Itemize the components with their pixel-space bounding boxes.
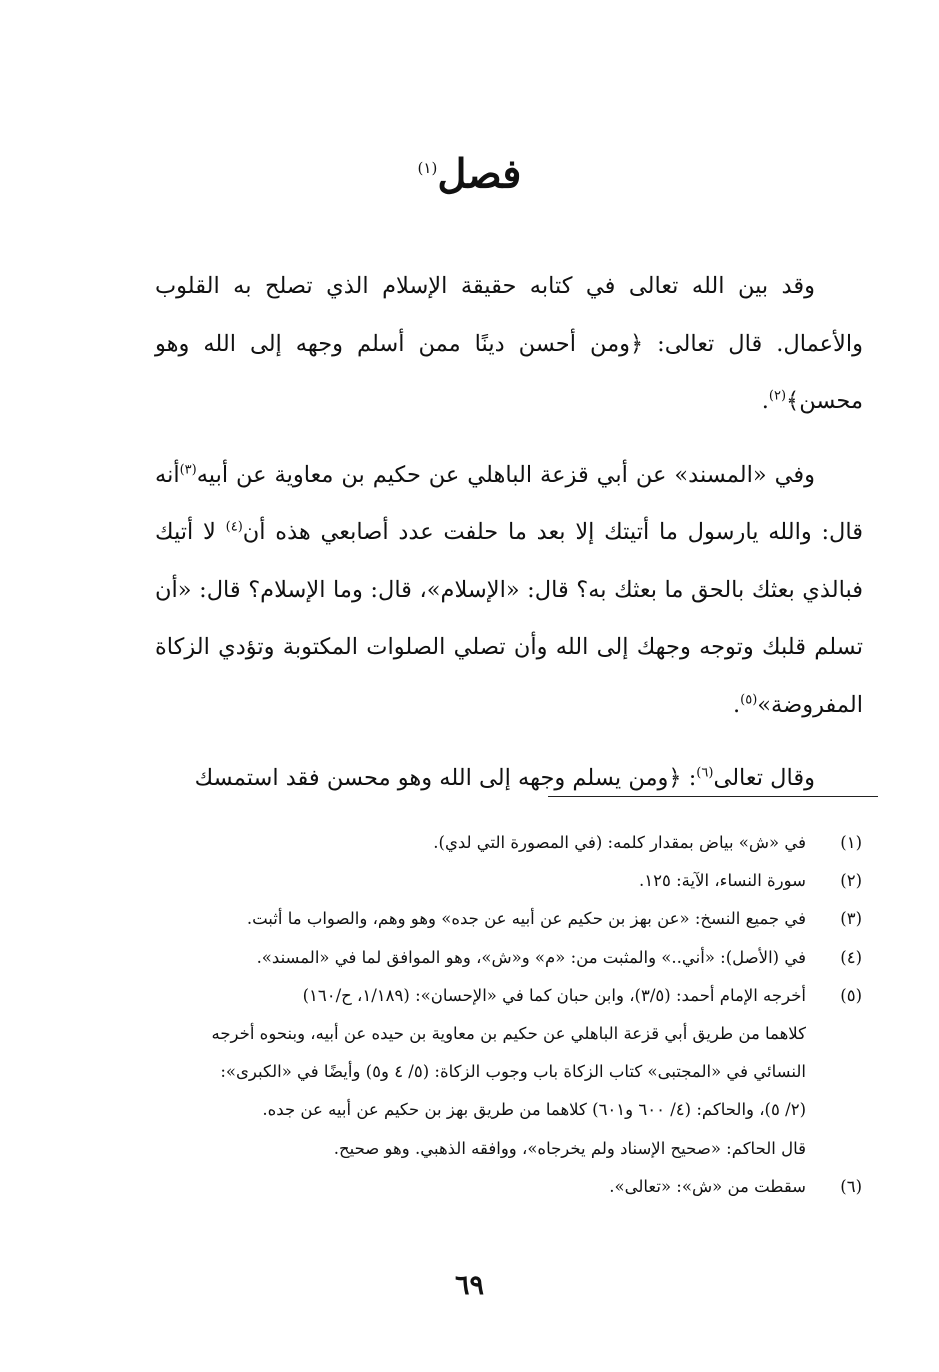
paragraph-2: [155, 447, 863, 735]
footnote-number: (٢): [840, 871, 862, 891]
chapter-heading: [0, 138, 939, 204]
footnote-text: [160, 939, 806, 977]
text-line: وقال تعالى: [713, 765, 815, 791]
text-line: لا أتيك: [155, 519, 226, 545]
footnote-2: [160, 862, 866, 900]
text-line: والأعمال. قال تعالى: ﴿ومن أحسن دينًا ممن أسلم وجهه إلى الله وهو: [155, 330, 863, 357]
footnote-6: [160, 1168, 866, 1206]
footnote-text: [160, 900, 806, 938]
footnote-line: كلاهما من طريق أبي قزعة الباهلي عن حكيم بن معاوية بن حيده عن أبيه، وبنحوه أخرجه: [211, 1024, 806, 1044]
footnote-text: [160, 824, 806, 862]
text-line: وفي «المسند» عن أبي قزعة الباهلي عن حكيم بن معاوية عن أبيه: [196, 461, 815, 488]
text-line: «أن تسلم قلبك وتوجه وجهك إلى الله وأن تصلي الصلوات المكتوبة وتؤدي: [155, 576, 863, 660]
footnote-text: [160, 977, 806, 1168]
footnote-separator: [548, 796, 878, 797]
footnote-number: (٦): [840, 1176, 862, 1196]
text-tail: .: [761, 388, 769, 414]
text-line: قال: والله يارسول ما أتيتك إلا بعد ما حلفت عدد أصابعي هذه أن: [242, 519, 863, 545]
footnote-line: في جميع النسخ: «عن بهز بن حكيم عن أبيه عن جده» وهو وهم، والصواب ما أثبت.: [246, 909, 806, 929]
text-line: وقد بين الله تعالى في كتابه حقيقة الإسلام الذي تصلح به القلوب: [155, 273, 815, 299]
paragraph-1: [155, 258, 863, 431]
footnote-line: أخرجه الإمام أحمد: (٣/٥)، وابن حبان كما في «الإحسان»: (١/١٨٩، ح/١٦٠): [302, 985, 806, 1005]
footnote-number: (٥): [840, 985, 862, 1005]
footnote-line: (٢/ ٥)، والحاكم: (٤/ ٦٠٠ و٦٠١) كلاهما من طريق بهز بن حكيم عن أبيه عن جده.: [262, 1100, 806, 1120]
footnote-4: [160, 939, 866, 977]
chapter-title: فصل: [437, 150, 522, 198]
page-number: ٦٩: [454, 1270, 484, 1301]
text-line: محسن﴾: [786, 388, 863, 414]
footnote-number: (٣): [840, 909, 862, 929]
footnote-line: في «ش» بياض بمقدار كلمه: (في المصورة التي لدي).: [433, 833, 806, 852]
footnote-ref: (٣): [179, 462, 197, 477]
footnote-5: [160, 977, 866, 1168]
footnote-ref: (٥): [740, 692, 758, 707]
footnote-text: [160, 862, 806, 900]
footnote-ref: (١): [417, 159, 438, 177]
text-line: أنه: [155, 461, 180, 488]
footnote-ref: (٢): [768, 388, 787, 404]
footnote-3: [160, 900, 866, 938]
footnote-1: [160, 824, 866, 862]
footnote-line: النسائي في «المجتبى» كتاب الزكاة باب وجوب الزكاة: (٥/ ٤ و٥) وأيضًا في «الكبرى»:: [220, 1062, 806, 1082]
footnote-text: [160, 1168, 806, 1206]
footnote-line: قال الحاكم: «صحيح الإسناد ولم يخرجاه»، ووافقه الذهبي. وهو صحيح.: [333, 1138, 806, 1158]
footnote-line: سورة النساء، الآية: ١٢٥.: [639, 871, 806, 891]
footnotes: [160, 824, 866, 1206]
main-text: [155, 258, 863, 824]
paragraph-3: [155, 750, 863, 808]
footnote-number: (٤): [840, 947, 862, 967]
footnote-line: سقطت من «ش»: «تعالى».: [609, 1176, 806, 1196]
footnote-line: في (الأصل): «أني..» والمثبت من: «م» و«ش»، وهو الموافق لما في «المسند».: [256, 947, 806, 967]
text-line: فبالذي بعثك بالحق ما بعثك به؟ قال: «الإسلام»، قال: وما الإسلام؟ قال:: [199, 576, 863, 603]
footnote-ref: (٤): [225, 519, 243, 535]
footnote-number: (١): [840, 833, 862, 852]
text-line: : ﴿ومن يسلم وجهه إلى الله وهو محسن فقد استمسك: [194, 765, 697, 791]
text-tail: .: [732, 691, 741, 718]
footnote-ref: (٦): [696, 765, 714, 781]
text-line: الزكاة المفروضة»: [155, 634, 863, 718]
